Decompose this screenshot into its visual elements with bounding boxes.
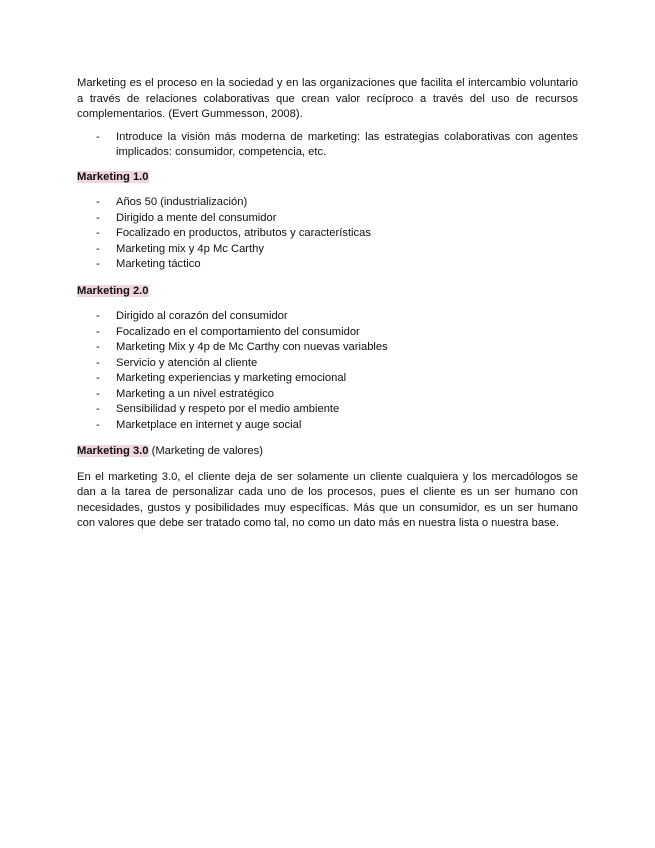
- list-item-text: Dirigido al corazón del consumidor: [116, 310, 288, 322]
- list-item-text: Marketing Mix y 4p de Mc Carthy con nuevas variables: [116, 341, 388, 353]
- heading-highlight: Marketing 1.0: [77, 170, 149, 183]
- section-heading-marketing-2: [77, 284, 578, 300]
- bullet-dash: -: [96, 341, 100, 353]
- list-item: [96, 195, 578, 211]
- list-item: [96, 257, 578, 273]
- heading-subtitle: (Marketing de valores): [151, 445, 263, 457]
- bullet-dash: -: [96, 403, 100, 415]
- heading-highlight: Marketing 2.0: [77, 284, 149, 297]
- list-item-text: Marketing táctico: [116, 258, 201, 270]
- list-item-text: Marketing experiencias y marketing emocional: [116, 372, 347, 384]
- list-item-text: Focalizado en el comportamiento del consumidor: [116, 325, 360, 338]
- list-item: [96, 402, 578, 418]
- bullet-dash: -: [96, 227, 100, 239]
- list-item: [96, 387, 578, 403]
- bullet-dash: -: [96, 418, 100, 431]
- marketing-1-list: [77, 195, 578, 273]
- bullet-dash: -: [96, 387, 100, 400]
- bullet-dash: -: [96, 130, 100, 143]
- bullet-dash: -: [96, 310, 100, 322]
- list-item-text: Focalizado en productos, atributos y características: [116, 227, 371, 239]
- bullet-dash: -: [96, 325, 100, 338]
- section-heading-marketing-1: [77, 170, 578, 186]
- bullet-dash: -: [96, 211, 100, 224]
- list-item: [96, 356, 578, 372]
- list-item-text: Servicio y atención al cliente: [116, 356, 258, 369]
- list-item-text: Marketplace en internet y auge social: [116, 418, 302, 431]
- marketing-3-paragraph: En el marketing 3.0, el cliente deja de ser solamente un cliente cualquiera y los mercadólogos se dan a la tarea de personalizar cada uno de los procesos, pues el cliente es un ser humano con necesidades, gustos y posibilidades muy específicas. Más que un consumidor, es un ser humano con valores que debe ser tratado como tal, no como un dato más en nuestra lista o nuestra base.: [77, 470, 578, 529]
- intro-bullet-text: Introduce la visión más moderna de marketing: las estrategias colaborativas con agentes implicados: consumidor, competencia, etc.: [116, 130, 578, 158]
- bullet-dash: -: [96, 258, 100, 270]
- list-item-text: Marketing a un nivel estratégico: [116, 387, 274, 400]
- document-page: [77, 76, 578, 532]
- bullet-dash: -: [96, 372, 100, 384]
- heading-highlight: Marketing 3.0: [77, 445, 149, 457]
- marketing-2-list: [77, 309, 578, 433]
- list-item: [96, 340, 578, 356]
- intro-bullet-item: [96, 130, 578, 161]
- list-item: [96, 309, 578, 325]
- bullet-dash: -: [96, 196, 100, 208]
- list-item: [96, 211, 578, 227]
- list-item: [96, 418, 578, 434]
- list-item-text: Sensibilidad y respeto por el medio ambiente: [116, 403, 340, 415]
- list-item: [96, 371, 578, 387]
- bullet-dash: -: [96, 242, 100, 255]
- section-heading-marketing-3: [77, 444, 578, 460]
- bullet-dash: -: [96, 356, 100, 369]
- list-item: [96, 226, 578, 242]
- list-item: [96, 242, 578, 258]
- intro-paragraph: Marketing es el proceso en la sociedad y en las organizaciones que facilita el intercambio voluntario a través de relaciones colaborativas que crean valor recíproco a través del uso de recursos complementarios. (Evert Gummesson, 2008).: [77, 77, 578, 120]
- list-item: [96, 325, 578, 341]
- list-item-text: Dirigido a mente del consumidor: [116, 211, 277, 224]
- list-item-text: Marketing mix y 4p Mc Carthy: [116, 242, 264, 255]
- list-item-text: Años 50 (industrialización): [116, 196, 248, 208]
